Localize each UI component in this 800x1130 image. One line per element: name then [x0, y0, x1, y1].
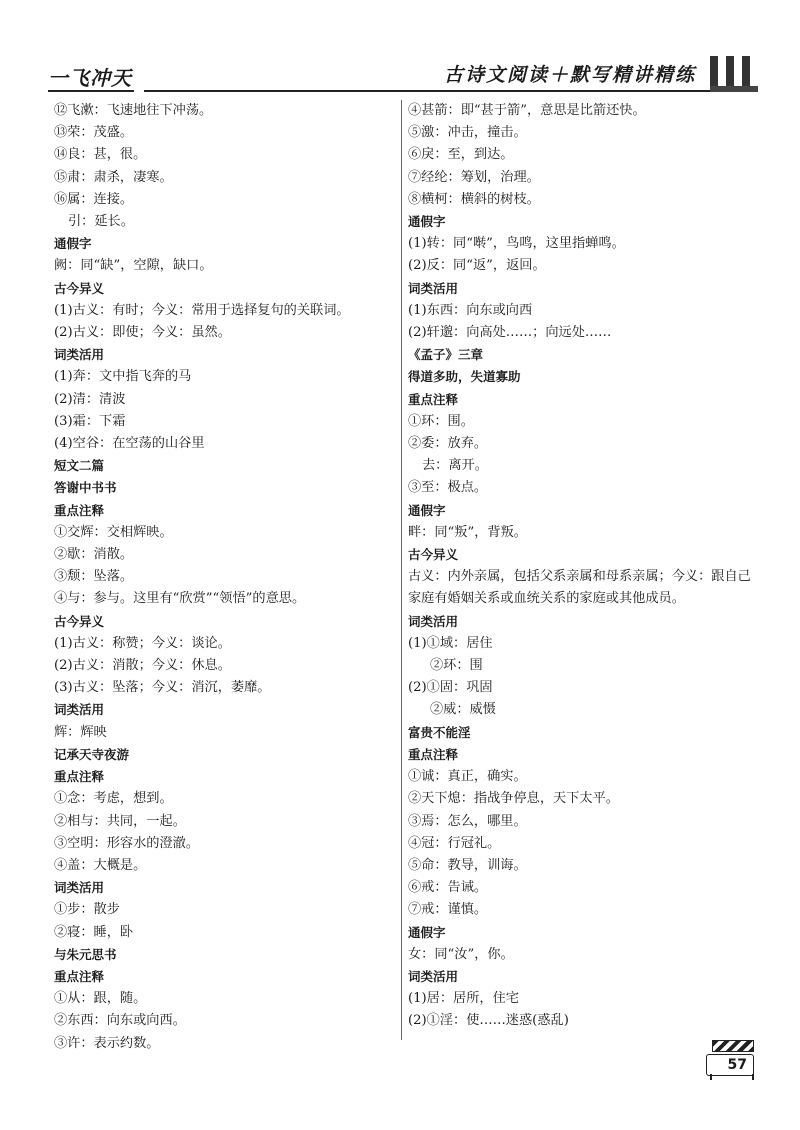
note-line: ③空明：形容水的澄澈。 [54, 835, 200, 851]
section-heading: 短文二篇 [54, 458, 105, 474]
section-heading: 古今异义 [408, 547, 459, 563]
page-number: 57 [706, 1054, 754, 1076]
note-line: (1)①域：居住 [408, 635, 493, 651]
note-line: 女：同“汝”，你。 [408, 946, 514, 962]
note-line: (2)①淫：使……迷惑(惑乱) [408, 1013, 569, 1029]
section-heading: 得道多助，失道寡助 [408, 369, 521, 385]
note-line: ⑯属：连接。 [54, 191, 134, 207]
section-heading: 词类活用 [408, 613, 459, 629]
note-line: (2)古义：消散；今义：休息。 [54, 658, 231, 674]
left-column [54, 100, 394, 1055]
note-line: ④甚箭：即“甚于箭”，意思是比箭还快。 [408, 103, 646, 118]
note-line: ②委：放弃。 [408, 436, 488, 452]
section-heading: 词类活用 [54, 702, 105, 718]
section-heading: 通假字 [408, 214, 446, 230]
header-rule [144, 90, 710, 92]
section-heading: 通假字 [408, 502, 446, 518]
section-heading: 词类活用 [54, 347, 105, 363]
note-line: (2)清：清波 [54, 391, 126, 407]
page-header [48, 56, 758, 96]
section-heading: 古今异义 [54, 280, 105, 296]
section-heading: 记承天寺夜游 [54, 746, 130, 762]
note-line: ②东西：向东或向西。 [54, 1013, 186, 1029]
note-line: 辉：辉映 [54, 724, 107, 740]
section-heading: 词类活用 [54, 880, 105, 896]
section-heading: 重点注释 [54, 968, 105, 984]
note-line: ⑥戾：至，到达。 [408, 147, 514, 163]
note-line: 畔：同“叛”，背叛。 [408, 524, 527, 540]
note-line: ⑧横柯：横斜的树枝。 [408, 191, 540, 207]
note-line: 去：离开。 [422, 458, 488, 474]
note-line: ①从：跟，随。 [54, 991, 147, 1007]
checkered-flag-icon [710, 56, 758, 86]
note-line: ⑥戒：告诫。 [408, 880, 488, 896]
section-heading: 词类活用 [408, 968, 459, 984]
note-paragraph: 古义：内外亲属，包括父系亲属和母系亲属；今义：跟自己家庭有婚姻关系或血统关系的家庭或其他成员。 [408, 569, 751, 607]
note-line: ②歇：消散。 [54, 547, 134, 563]
note-line: (3)古义：坠落；今义：消沉，萎靡。 [54, 680, 271, 696]
section-heading: 富贵不能淫 [408, 724, 471, 740]
note-line: ②寝：睡，卧 [54, 924, 134, 940]
note-line: 引：延长。 [68, 214, 134, 230]
series-title: 古诗文阅读＋默写精讲精练 [443, 64, 696, 86]
note-line: (1)古义：称赞；今义：谈论。 [54, 635, 231, 651]
note-line: ⑤命：教导，训诲。 [408, 857, 527, 873]
section-heading: 通假字 [408, 924, 446, 940]
barrier-stripes-icon [712, 1040, 754, 1052]
note-line: (1)转：同“啭”，鸟鸣，这里指蝉鸣。 [408, 236, 625, 252]
note-line: ⑤激：冲击，撞击。 [408, 125, 527, 141]
note-line: ⑬荣：茂盛。 [54, 125, 134, 141]
section-heading: 古今异义 [54, 613, 105, 629]
note-line: ①环：围。 [408, 413, 474, 429]
barrier-legs [710, 1074, 754, 1080]
note-line: ②相与：共同，一起。 [54, 813, 186, 829]
section-heading: 重点注释 [54, 502, 105, 518]
note-line: (2)反：同“返”，返回。 [408, 258, 546, 274]
note-line: ①交辉：交相辉映。 [54, 524, 173, 540]
note-line: ⑮肃：肃杀，凄寒。 [54, 169, 173, 185]
note-line: (1)古义：有时；今义：常用于选择复句的关联词。 [54, 302, 350, 318]
note-line: ③颓：坠落。 [54, 569, 134, 585]
note-line: ④冠：行冠礼。 [408, 835, 501, 851]
note-line: (1)奔：文中指飞奔的马 [54, 369, 192, 385]
note-line: ①步：散步 [54, 902, 120, 918]
note-line: (1)居：居所，住宅 [408, 991, 519, 1007]
note-line: ③许：表示约数。 [54, 1035, 160, 1051]
note-line: ⑭良：甚，很。 [54, 147, 147, 163]
note-line: ①念：考虑，想到。 [54, 791, 173, 807]
column-divider [401, 100, 402, 1040]
note-line: ②环：围 [430, 658, 483, 674]
note-line: (2)①固：巩固 [408, 680, 493, 696]
note-line: ②威：威慑 [430, 702, 496, 718]
note-line: (4)空谷：在空荡的山谷里 [54, 436, 205, 452]
brand-logo-text: 一飞冲天 [48, 66, 132, 90]
note-line: (1)东西：向东或向西 [408, 302, 533, 318]
section-heading: 《孟子》三章 [408, 347, 484, 363]
note-line: ⑦戒：谨慎。 [408, 902, 488, 918]
page-number-badge [706, 1040, 756, 1080]
note-line: ⑦经纶：筹划，治理。 [408, 169, 540, 185]
section-heading: 重点注释 [54, 769, 105, 785]
section-heading: 通假字 [54, 236, 92, 252]
section-heading: 词类活用 [408, 280, 459, 296]
note-line: ④与：参与。这里有“欣赏”“领悟”的意思。 [54, 591, 306, 607]
note-line: (3)霜：下霜 [54, 413, 126, 429]
note-line: 阙：同“缺”，空隙，缺口。 [54, 258, 213, 274]
note-line: ③焉：怎么，哪里。 [408, 813, 527, 829]
note-line: ③至：极点。 [408, 480, 488, 496]
flag-base [710, 86, 758, 92]
note-line: (2)古义：即使；今义：虽然。 [54, 325, 231, 341]
section-heading: 重点注释 [408, 391, 459, 407]
note-line: ④盖：大概是。 [54, 857, 147, 873]
note-line: ⑫飞漱：飞速地往下冲荡。 [54, 103, 213, 118]
section-heading: 答谢中书书 [54, 480, 117, 496]
note-line: (2)轩邈：向高处……；向远处…… [408, 325, 612, 341]
brand-underline [48, 90, 134, 92]
note-line: ②天下熄：指战争停息，天下太平。 [408, 791, 619, 807]
section-heading: 与朱元思书 [54, 946, 117, 962]
section-heading: 重点注释 [408, 746, 459, 762]
right-column [408, 100, 753, 1033]
note-line: ①诚：真正，确实。 [408, 769, 527, 785]
